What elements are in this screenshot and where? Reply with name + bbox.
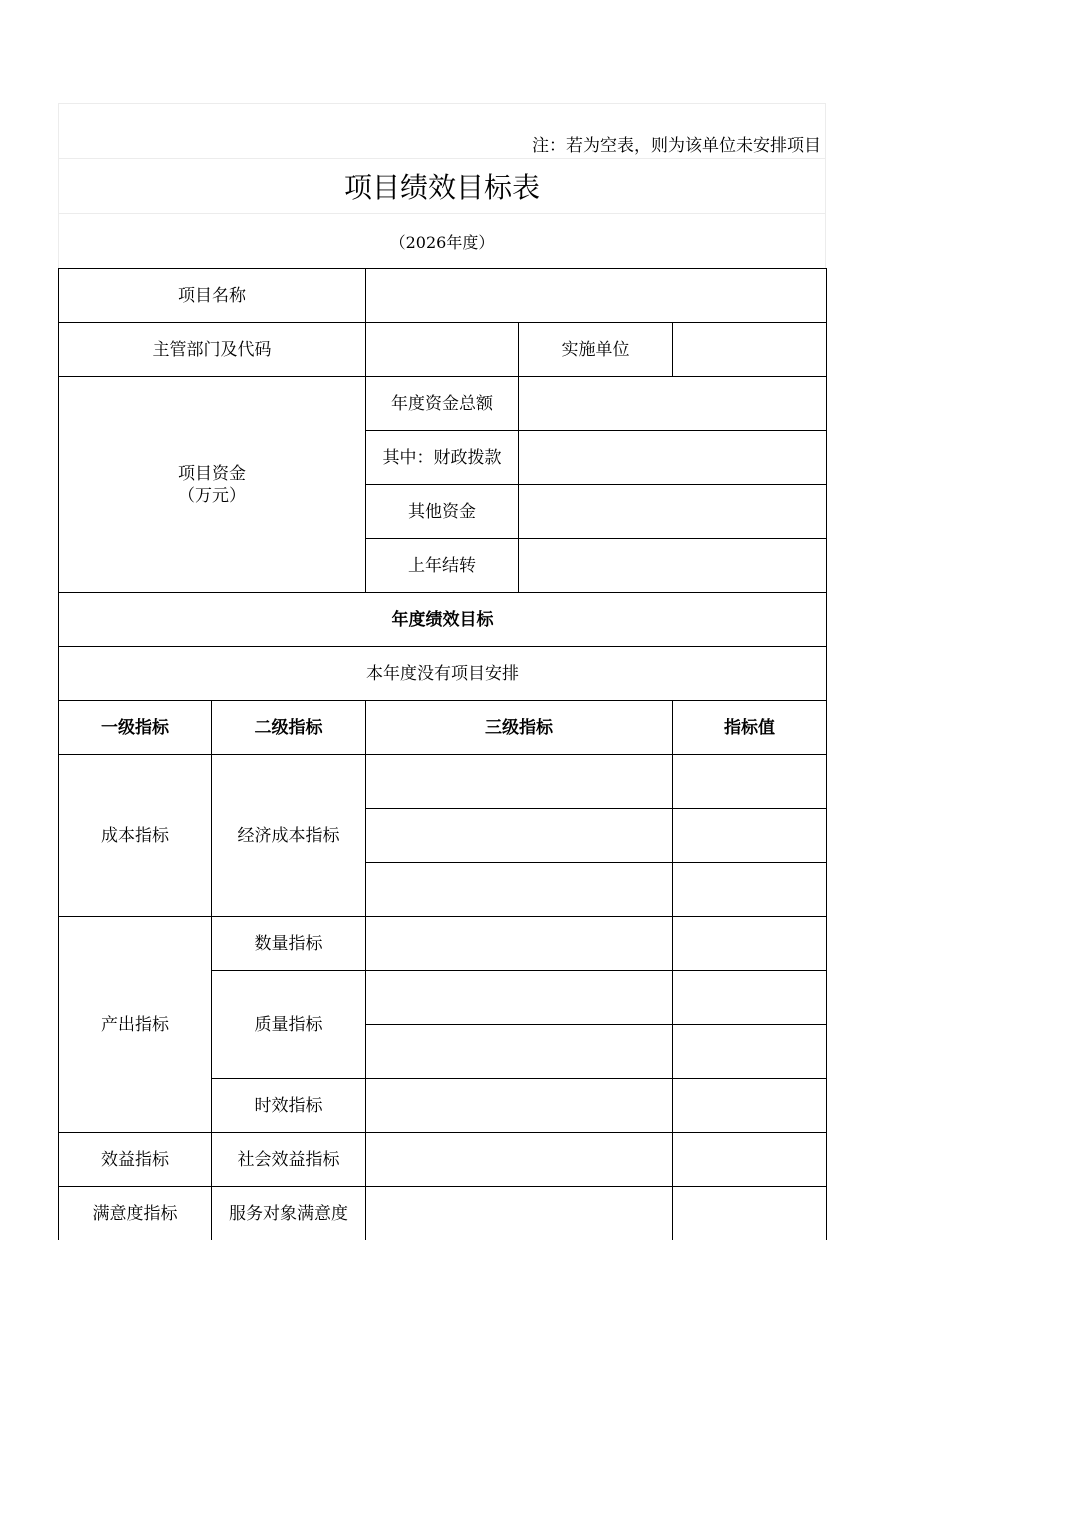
- department-label: 主管部门及代码: [59, 323, 366, 377]
- project-name-value[interactable]: [366, 269, 827, 323]
- value-cell[interactable]: [673, 809, 827, 863]
- annual-goal-header: 年度绩效目标: [59, 593, 827, 647]
- quantity-indicator-label: 数量指标: [212, 917, 366, 971]
- timeliness-indicator-label: 时效指标: [212, 1079, 366, 1133]
- level3-cell[interactable]: [366, 1133, 673, 1187]
- year-label: （2026年度）: [389, 232, 495, 252]
- column-header-level1: 一级指标: [59, 701, 212, 755]
- annual-goal-text-row: [59, 647, 827, 701]
- level3-cell[interactable]: [366, 971, 673, 1025]
- department-value[interactable]: [366, 323, 519, 377]
- note-row: [58, 103, 826, 158]
- level3-cell[interactable]: [366, 1187, 673, 1241]
- annual-total-label: 年度资金总额: [366, 377, 519, 431]
- page-title: 项目绩效目标表: [343, 171, 540, 204]
- other-funds-value[interactable]: [519, 485, 827, 539]
- value-cell[interactable]: [673, 971, 827, 1025]
- satisfaction-indicator-label: 满意度指标: [59, 1187, 212, 1241]
- service-satisfaction-label: 服务对象满意度: [212, 1187, 366, 1241]
- column-header-value: 指标值: [673, 701, 827, 755]
- value-cell[interactable]: [673, 1025, 827, 1079]
- level3-cell[interactable]: [366, 809, 673, 863]
- value-cell[interactable]: [673, 755, 827, 809]
- level3-cell[interactable]: [366, 1079, 673, 1133]
- fiscal-value[interactable]: [519, 431, 827, 485]
- project-funds-label-line1: 项目资金: [178, 463, 246, 484]
- cost-indicator-label: 成本指标: [59, 755, 212, 917]
- quality-indicator-label: 质量指标: [212, 971, 366, 1079]
- benefit-indicator-label: 效益指标: [59, 1133, 212, 1187]
- fiscal-label: 其中：财政拨款: [366, 431, 519, 485]
- project-funds-label: [59, 377, 366, 593]
- social-benefit-label: 社会效益指标: [212, 1133, 366, 1187]
- year-row: [58, 213, 826, 268]
- table-row: [59, 1187, 827, 1241]
- level3-cell[interactable]: [366, 755, 673, 809]
- annual-total-value[interactable]: [519, 377, 827, 431]
- economic-cost-label: 经济成本指标: [212, 755, 366, 917]
- annual-goal-header-row: [59, 593, 827, 647]
- goal-table: [58, 268, 827, 1240]
- table-row: [59, 1133, 827, 1187]
- value-cell[interactable]: [673, 1079, 827, 1133]
- value-cell[interactable]: [673, 863, 827, 917]
- column-header-level2: 二级指标: [212, 701, 366, 755]
- indicator-header-row: [59, 701, 827, 755]
- project-funds-label-line2: （万元）: [178, 485, 246, 506]
- other-funds-label: 其他资金: [366, 485, 519, 539]
- funds-total-row: [59, 377, 827, 431]
- carryover-value[interactable]: [519, 539, 827, 593]
- level3-cell[interactable]: [366, 1025, 673, 1079]
- department-row: [59, 323, 827, 377]
- performance-goal-sheet: [58, 103, 826, 1240]
- value-cell[interactable]: [673, 1187, 827, 1241]
- title-row: [58, 158, 826, 213]
- column-header-level3: 三级指标: [366, 701, 673, 755]
- carryover-label: 上年结转: [366, 539, 519, 593]
- value-cell[interactable]: [673, 917, 827, 971]
- annual-goal-text: 本年度没有项目安排: [59, 647, 827, 701]
- level3-cell[interactable]: [366, 863, 673, 917]
- implementer-label: 实施单位: [519, 323, 673, 377]
- table-row: [59, 755, 827, 809]
- level3-cell[interactable]: [366, 917, 673, 971]
- project-name-label: 项目名称: [59, 269, 366, 323]
- implementer-value[interactable]: [673, 323, 827, 377]
- project-name-row: [59, 269, 827, 323]
- table-row: [59, 917, 827, 971]
- value-cell[interactable]: [673, 1133, 827, 1187]
- output-indicator-label: 产出指标: [59, 917, 212, 1133]
- note-text: 注：若为空表，则为该单位未安排项目: [532, 136, 821, 156]
